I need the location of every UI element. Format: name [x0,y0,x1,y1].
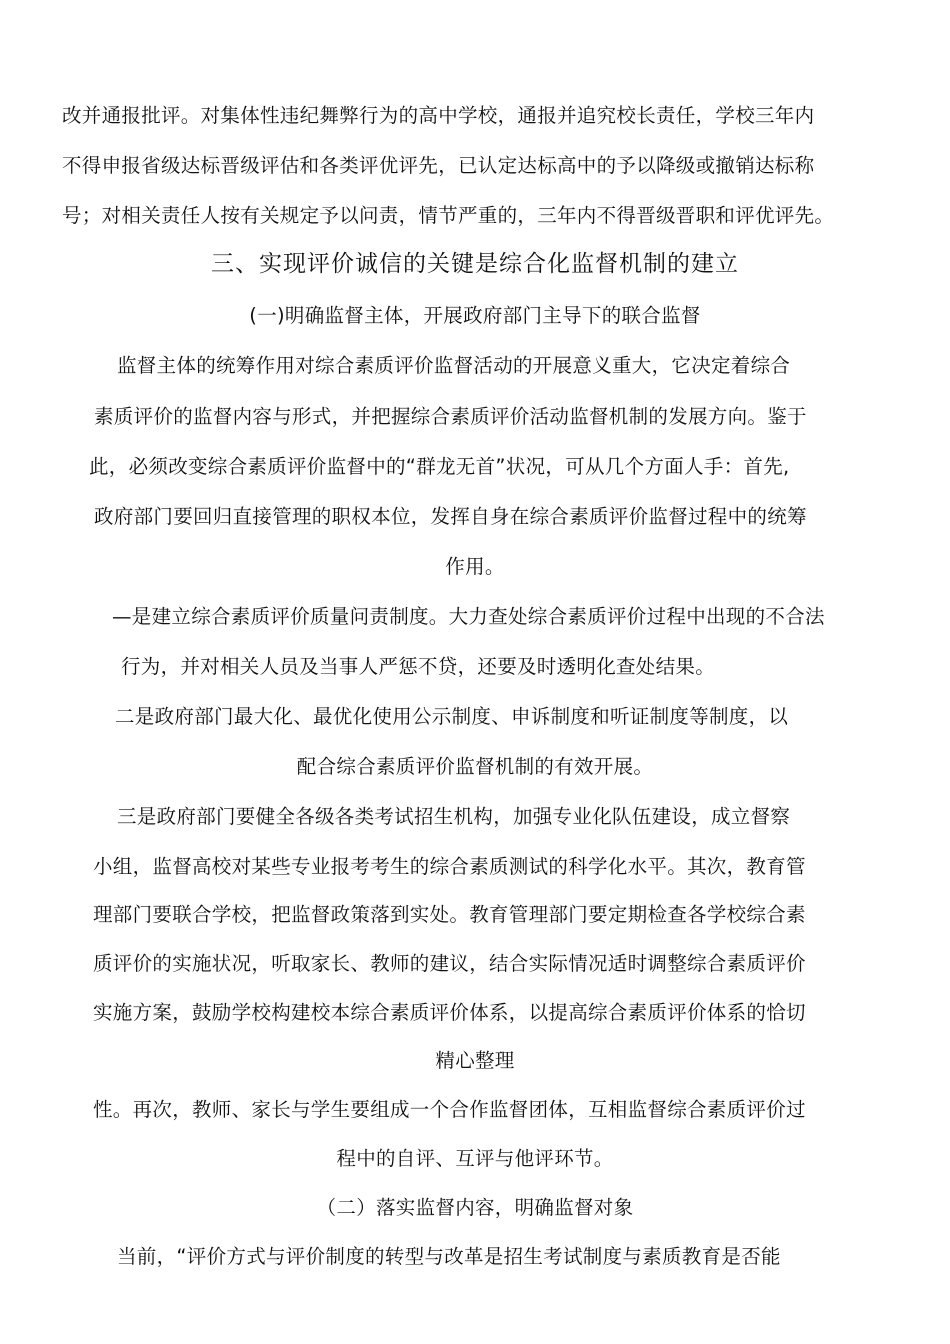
subsection-heading: （二）落实监督内容，明确监督对象 [316,1196,634,1219]
section-heading: 三、实现评价诚信的关键是综合化监督机制的建立 [211,251,739,277]
body-line: 此，必须改变综合素质评价监督中的“群龙无首”状况，可从几个方面人手：首先, [89,455,790,478]
body-line: 三是政府部门要健全各级各类考试招生机构，加强专业化队伍建设，成立督察 [117,805,791,828]
body-line: 实施方案，鼓励学校构建校本综合素质评价体系，以提高综合素质评价体系的恰切 [93,1001,806,1024]
body-line: 二是政府部门最大化、最优化使用公示制度、申诉制度和听证制度等制度，以 [115,705,789,728]
body-line: 号；对相关责任人按有关规定予以问责，情节严重的，三年内不得晋级晋职和评优评先。 [62,204,835,227]
body-line: 配合综合素质评价监督机制的有效开展。 [296,755,654,778]
body-line: 政府部门要回归直接管理的职权本位，发挥自身在综合素质评价监督过程中的统筹 [94,505,807,528]
body-line: —是建立综合素质评价质量问责制度。大力查处综合素质评价过程中出现的不合法 [112,605,825,628]
body-line: 行为，并对相关人员及当事人严惩不贷，还要及时透明化查处结果。 [121,655,716,678]
body-line: 理部门要联合学校，把监督政策落到实处。教育管理部门要定期检查各学校综合素 [93,903,806,926]
body-line: 小组，监督高校对某些专业报考考生的综合素质测试的科学化水平。其次，教育管 [93,855,806,878]
body-line: 当前，“评价方式与评价制度的转型与改革是招生考试制度与素质教育是否能 [117,1245,781,1268]
body-line: 不得申报省级达标晋级评估和各类评优评先，已认定达标高中的予以降级或撤销达标称 [62,154,815,177]
body-line: 作用。 [445,555,505,578]
page-watermark-text: 精心整理 [435,1049,515,1072]
body-line: 素质评价的监督内容与形式，并把握综合素质评价活动监督机制的发展方向。鉴于 [94,405,807,428]
body-line: 质评价的实施状况，听取家长、教师的建议，结合实际情况适时调整综合素质评价 [93,952,806,975]
body-line: 监督主体的统筹作用对综合素质评价监督活动的开展意义重大，它决定着综合 [117,354,791,377]
subsection-heading: (一)明确监督主体，开展政府部门主导下的联合监督 [249,304,701,327]
body-line: 性。再次，教师、家长与学生要组成一个合作监督团体，互相监督综合素质评价过 [93,1098,806,1121]
body-line: 程中的自评、互评与他评环节。 [336,1147,614,1170]
body-line: 改并通报批评。对集体性违纪舞弊行为的高中学校，通报并追究校长责任，学校三年内 [62,104,815,127]
